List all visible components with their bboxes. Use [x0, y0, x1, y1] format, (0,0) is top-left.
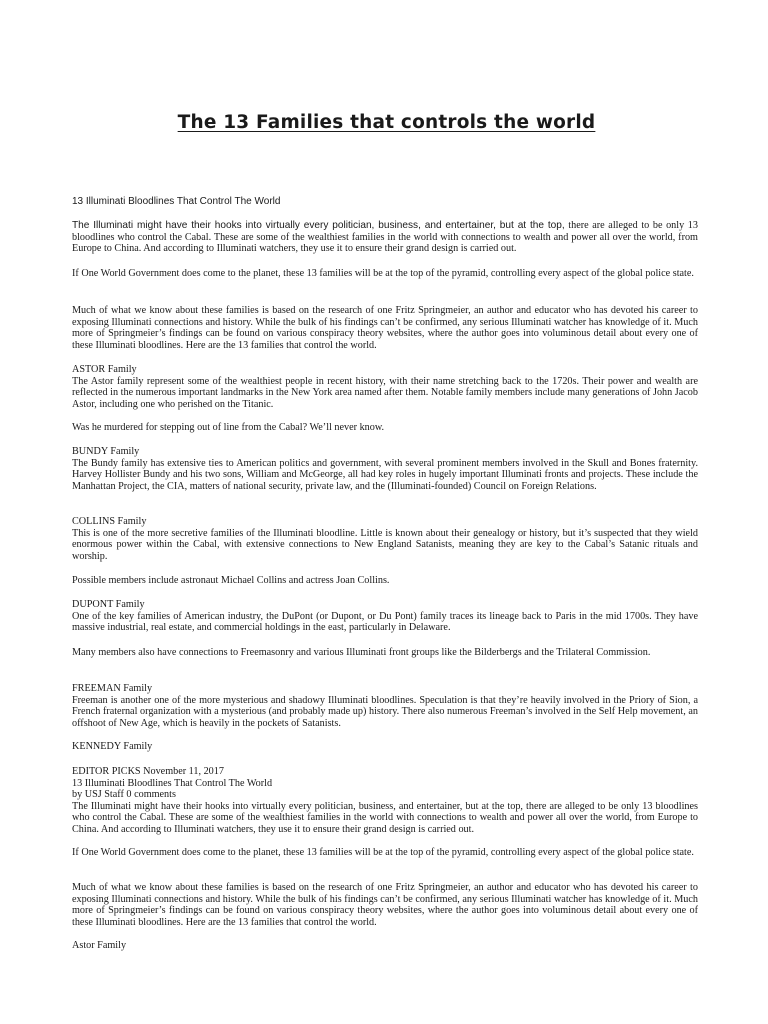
collins-members: Possible members include astronaut Michael Collins and actress Joan Collins.: [72, 575, 390, 586]
bundy-section: [72, 446, 698, 492]
dupont-section: [72, 599, 698, 634]
freeman-text: Freeman is another one of the more mysterious and shadowy Illuminati bloodlines. Speculation is that they’re heavily involved in the Priory of Sion, a French fraternal organization with a mysterious (and probably made up) history. There also numerous Freeman’s involved in the Self Help movement, an offshoot of New Age, which is heavily in the pockets of Satanists.: [72, 694, 698, 729]
repost-astor-heading: Astor Family: [72, 940, 127, 951]
astor-text: The Astor family represent some of the wealthiest people in recent history, with their name stretching back to the 1720s. Their power and wealth are reflected in the numerous important landmarks in the New York area named after them. Notable family members include many generations of John Jacob Astor, including one who perished on the Titanic.: [72, 375, 698, 410]
repost-section: [72, 766, 698, 836]
repost-text: The Illuminati might have their hooks into virtually every politician, business, and entertainer, but at the top, there are alleged to be only 13 bloodlines who control the Cabal. These are some of the wealthiest families in the world with connections to wealth and power all over the world, from Europe to China. And according to Illuminati watchers, they use it to ensure their grand design is carried out.: [72, 800, 698, 835]
collins-heading: COLLINS Family: [72, 516, 147, 527]
kennedy-heading: KENNEDY Family: [72, 741, 153, 752]
freeman-section: [72, 683, 698, 729]
repost-research: Much of what we know about these families is based on the research of one Fritz Springmeier, an author and educator who has devoted his career to exposing Illuminati connections and history. While the bulk of his findings can’t be confirmed, any serious Illuminati watcher has knowledge of it. Much more of Springmeier’s findings can be found on various conspiracy theory websites, where the author goes into voluminous detail about every one of these Illuminati bloodlines. Here are the 13 families that control the world.: [72, 882, 698, 928]
article-subtitle: 13 Illuminati Bloodlines That Control The World: [72, 196, 281, 207]
page-title: The 13 Families that controls the world: [177, 112, 596, 133]
repost-meta-title: 13 Illuminati Bloodlines That Control The World: [72, 777, 273, 789]
intro-rest: there are alleged to be only 13 bloodlines who control the Cabal. These are some of the wealthiest families in the world with connections to wealth and power all over the world, from Europe to China. And according to Illuminati watchers, they use it to ensure their grand design is carried out.: [72, 220, 698, 255]
freeman-heading: FREEMAN Family: [72, 683, 153, 694]
astor-section: [72, 364, 698, 410]
collins-text: This is one of the more secretive families of the Illuminati bloodline. Little is known about their genealogy or history, but it’s suspected that they wield enormous power within the Cabal, with extensive connections to New England Satanists, meaning they are key to the Cabal’s Satanic rituals and worship.: [72, 527, 698, 562]
owg-paragraph: If One World Government does come to the planet, these 13 families will be at the top of the pyramid, controlling every aspect of the global police state.: [72, 268, 694, 279]
dupont-text: One of the key families of American industry, the DuPont (or Dupont, or Du Pont) family traces its lineage back to Paris in the mid 1700s. They have massive industrial, real estate, and commercial holdings in the east, particularly in Delaware.: [72, 610, 698, 634]
astor-heading: ASTOR Family: [72, 364, 137, 375]
bundy-text: The Bundy family has extensive ties to American politics and government, with several prominent members involved in the Skull and Bones fraternity. Harvey Hollister Bundy and his two sons, William and McGeorge, all had key roles in hugely important Illuminati fronts and projects. These include the Manhattan Project, the CIA, matters of national security, private law, and the (Illuminati-founded) Council on Foreign Relations.: [72, 457, 698, 492]
intro-paragraph: [72, 220, 698, 255]
collins-section: [72, 516, 698, 562]
research-paragraph: Much of what we know about these families is based on the research of one Fritz Springmeier, an author and educator who has devoted his career to exposing Illuminati connections and history. While the bulk of his findings can’t be confirmed, any serious Illuminati watcher has knowledge of it. Much more of Springmeier’s findings can be found on various conspiracy theory websites, where the author goes into voluminous detail about every one of these Illuminati bloodlines. Here are the 13 families that control the world.: [72, 305, 698, 351]
repost-meta-date: EDITOR PICKS November 11, 2017: [72, 766, 224, 777]
intro-lead: The Illuminati might have their hooks into virtually every politician, business, and entertainer, but at the top,: [72, 220, 565, 231]
bundy-heading: BUNDY Family: [72, 446, 140, 457]
repost-owg: If One World Government does come to the planet, these 13 families will be at the top of the pyramid, controlling every aspect of the global police state.: [72, 847, 694, 858]
dupont-members: Many members also have connections to Freemasonry and various Illuminati front groups like the Bilderbergs and the Trilateral Commission.: [72, 647, 651, 658]
repost-meta-author: by USJ Staff 0 comments: [72, 789, 176, 801]
dupont-heading: DUPONT Family: [72, 599, 145, 610]
astor-question: Was he murdered for stepping out of line from the Cabal? We’ll never know.: [72, 422, 385, 433]
